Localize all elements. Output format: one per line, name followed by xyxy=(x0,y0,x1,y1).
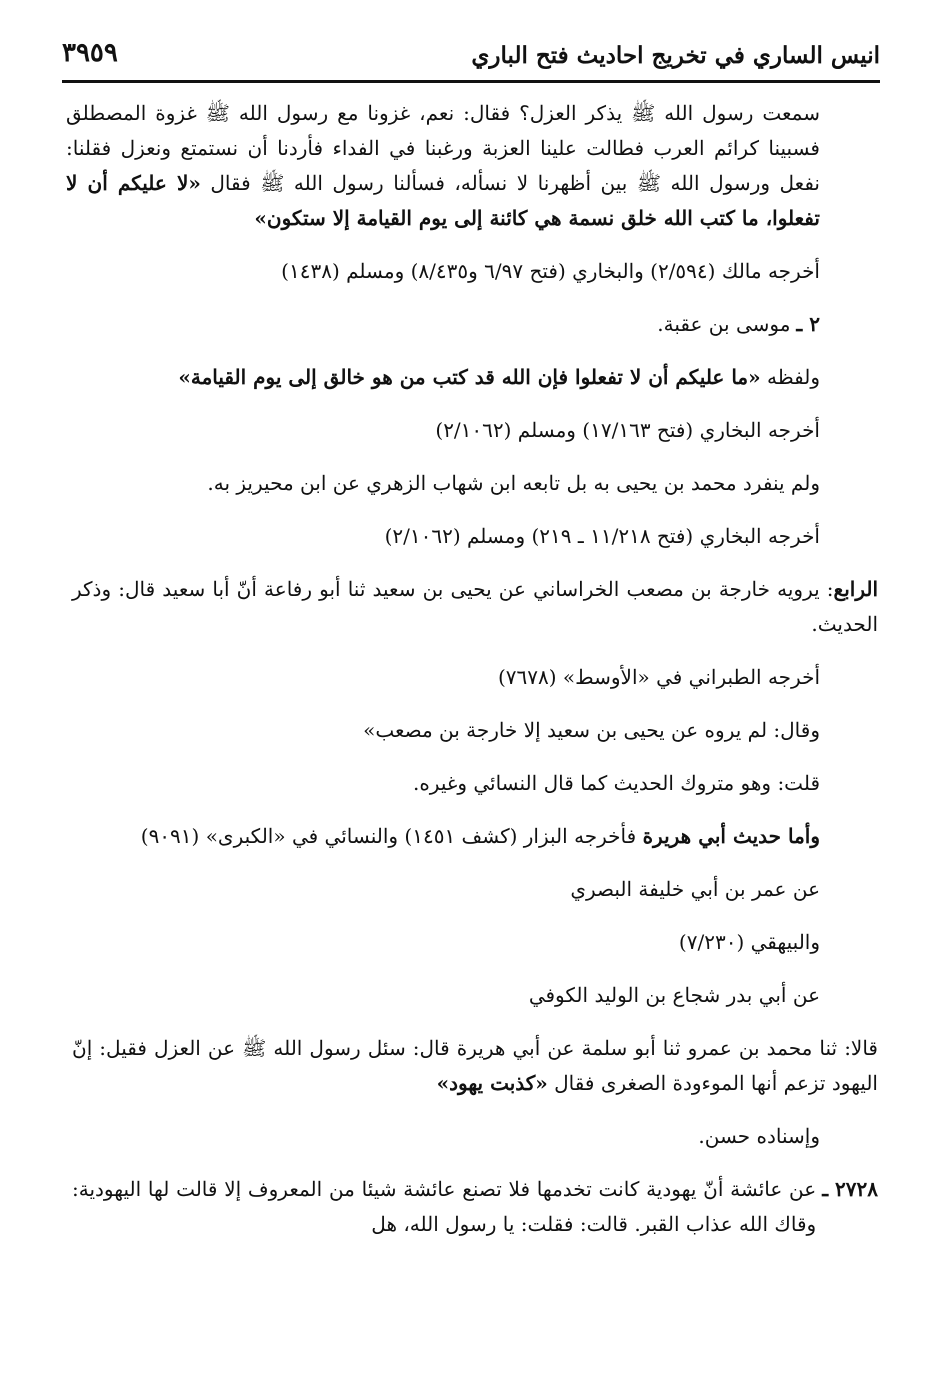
abu-hurayra-label: وأما حديث أبي هريرة xyxy=(642,824,820,848)
takhrij-line: أخرجه الطبراني في «الأوسط» (٧٦٧٨) xyxy=(497,665,820,689)
hadith-text-paragraph xyxy=(66,96,820,236)
main-content xyxy=(66,96,878,1260)
abu-hurayra-paragraph xyxy=(72,819,820,854)
grading-line: وإسناده حسن. xyxy=(698,1124,820,1148)
hadith-number: ٢٧٢٨ ـ xyxy=(822,1177,878,1201)
hadith-text: قالا: ثنا محمد بن عمرو ثنا أبو سلمة عن أبي هريرة قال: سئل رسول الله ﷺ عن العزل فقيل: إنّ اليهود تزعم أنها الموءودة الصغرى فقال xyxy=(72,1036,878,1095)
fourth-route-paragraph xyxy=(72,572,878,642)
wording-quote: «ما عليكم أن لا تفعلوا فإن الله قد كتب من هو خالق إلى يوم القيامة» xyxy=(178,365,761,389)
fourth-route-label: الرابع xyxy=(833,577,878,601)
item-number: ٢ ـ xyxy=(796,312,820,336)
hadith-text-paragraph xyxy=(72,1031,878,1101)
wording-paragraph xyxy=(72,360,820,395)
wording-intro: ولفظه xyxy=(760,365,820,389)
hadith-quote: «كذبت يهود» xyxy=(436,1071,548,1095)
hadith-quote: «لا عليكم أن لا تفعلوا، ما كتب الله خلق نسمة هي كائنة إلى يوم القيامة إلا ستكون» xyxy=(66,171,820,230)
abu-hurayra-text: فأخرجه البزار (كشف ١٤٥١) والنسائي في «الكبرى» (٩٠٩١) xyxy=(140,824,643,848)
takhrij-line: أخرجه مالك (٢/٥٩٤) والبخاري (فتح ٦/٩٧ و٨/٤٣٥) ومسلم (١٤٣٨) xyxy=(281,259,820,283)
fourth-route-text: : يرويه خارجة بن مصعب الخراساني عن يحيى بن سعيد ثنا أبو رفاعة أنّ أبا سعيد قال: وذكر الحديث. xyxy=(72,577,878,636)
page-number: ٣٩٥٩ xyxy=(62,38,118,68)
hadith-text: سمعت رسول الله ﷺ يذكر العزل؟ فقال: نعم، غزونا مع رسول الله ﷺ غزوة المصطلق فسبينا كرائم العرب فطالت علينا العزبة ورغبنا في الفداء فأردنا أن نستمتع ونعزل فقلنا: نفعل ورسول الله ﷺ بين أظهرنا لا نسأله، فسألنا رسول الله ﷺ فقال xyxy=(66,101,820,195)
mutabaat-line: ولم ينفرد محمد بن يحيى به بل تابعه ابن شهاب الزهري عن ابن محيريز به. xyxy=(207,471,820,495)
numbered-item xyxy=(72,307,820,342)
narrator-line: عن أبي بدر شجاع بن الوليد الكوفي xyxy=(528,983,820,1007)
takhrij-line: والبيهقي (٧/٢٣٠) xyxy=(678,930,820,954)
quote-line: وقال: لم يروه عن يحيى بن سعيد إلا خارجة بن مصعب» xyxy=(363,718,820,742)
narrator-line: عن عمر بن أبي خليفة البصري xyxy=(570,877,820,901)
comment-line: قلت: وهو متروك الحديث كما قال النسائي وغيره. xyxy=(412,771,820,795)
takhrij-line: أخرجه البخاري (فتح ١١/٢١٨ ـ ٢١٩) ومسلم (٢/١٠٦٢) xyxy=(384,524,820,548)
item-text: موسى بن عقبة. xyxy=(657,312,791,336)
numbered-hadith xyxy=(72,1172,878,1242)
running-header xyxy=(62,30,880,83)
hadith-text: عن عائشة أنّ يهودية كانت تخدمها فلا تصنع عائشة شيئا من المعروف إلا قالت لها اليهودية: وقاك الله عذاب القبر. قالت: فقلت: يا رسول الله، هل xyxy=(72,1177,817,1236)
takhrij-line: أخرجه البخاري (فتح ١٧/١٦٣) ومسلم (٢/١٠٦٢) xyxy=(435,418,820,442)
header-title: انيس الساري في تخريج احاديث فتح الباري xyxy=(471,42,880,69)
